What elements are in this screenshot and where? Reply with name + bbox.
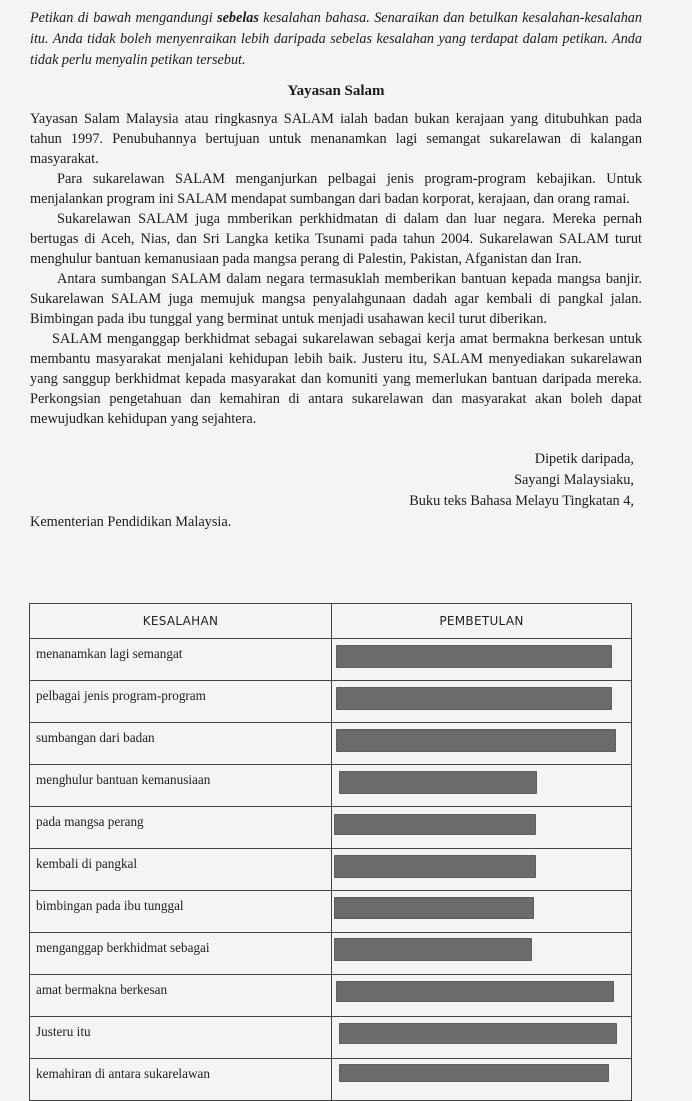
kesalahan-cell: Justeru itu: [30, 1017, 332, 1059]
kesalahan-cell: menganggap berkhidmat sebagai: [30, 933, 332, 975]
pembetulan-cell: [331, 933, 631, 975]
redacted-answer: [336, 687, 612, 710]
paragraph-4: Antara sumbangan SALAM dalam negara termasuklah memberikan bantuan kepada mangsa banjir. Sukarelawan SALAM juga memujuk mangsa penyalahgunaan dadah agar kembali di pangkal jalan. Bimbingan pada ibu tunggal yang berminat untuk menjadi usahawan kecil turut diberikan.: [30, 271, 642, 327]
redacted-answer: [339, 771, 537, 794]
pembetulan-cell: [331, 639, 631, 681]
redacted-answer: [336, 729, 616, 752]
kesalahan-cell: menghulur bantuan kemanusiaan: [30, 765, 332, 807]
kesalahan-cell: pada mangsa perang: [30, 807, 332, 849]
column-header-kesalahan: KESALAHAN: [30, 604, 332, 639]
redacted-answer: [334, 814, 536, 835]
table-row: [30, 849, 632, 891]
table-row: [30, 891, 632, 933]
table-row: [30, 639, 632, 681]
column-header-pembetulan: PEMBETULAN: [331, 604, 631, 639]
pembetulan-cell: [331, 807, 631, 849]
pembetulan-cell: [331, 1059, 631, 1101]
table-row: [30, 1017, 632, 1059]
kesalahan-cell: menanamkan lagi semangat: [30, 639, 332, 681]
table-row: [30, 807, 632, 849]
instruction-emphasis: sebelas: [217, 10, 259, 26]
paragraph-1: Yayasan Salam Malaysia atau ringkasnya SALAM ialah badan bukan kerajaan yang ditubuhkan pada tahun 1997. Penubuhannya bertujuan untuk menanamkan lagi semangat sukarelawan di kalangan masyarakat.: [30, 111, 642, 167]
table-row: [30, 975, 632, 1017]
table-row: [30, 681, 632, 723]
table-row: [30, 1059, 632, 1101]
redacted-answer: [334, 938, 532, 961]
source-line-3: Buku teks Bahasa Melayu Tingkatan 4,: [409, 493, 634, 509]
instruction-part-2: kesalahan bahasa. Senaraikan dan betulkan kesalahan-kesalahan itu. Anda tidak boleh menyenraikan lebih daripada sebelas kesalahan yang terdapat dalam petikan. Anda tidak perlu menyalin petikan tersebut.: [30, 10, 642, 68]
passage: [30, 109, 642, 429]
pembetulan-cell: [331, 765, 631, 807]
answer-table: [29, 603, 632, 1101]
paragraph-3: Sukarelawan SALAM juga mmberikan perkhidmatan di dalam dan luar negara. Mereka pernah bertugas di Aceh, Nias, dan Sri Langka ketika Tsunami pada tahun 2004. Sukarelawan SALAM turut menghulur bantuan kemanusiaan pada mangsa perang di Palestin, Pakistan, Afganistan dan Iran.: [30, 211, 642, 267]
kesalahan-cell: bimbingan pada ibu tunggal: [30, 891, 332, 933]
pembetulan-cell: [331, 849, 631, 891]
paragraph-2: Para sukarelawan SALAM menganjurkan pelbagai jenis program-program kebajikan. Untuk menjalankan program ini SALAM mendapat sumbangan dari badan korporat, kerajaan, dan orang ramai.: [30, 171, 642, 207]
passage-title: Yayasan Salam: [287, 83, 385, 99]
source-line-2: Sayangi Malaysiaku,: [514, 472, 634, 488]
kesalahan-cell: sumbangan dari badan: [30, 723, 332, 765]
pembetulan-cell: [331, 681, 631, 723]
kesalahan-cell: amat bermakna berkesan: [30, 975, 332, 1017]
table-row: [30, 933, 632, 975]
pembetulan-cell: [331, 1017, 631, 1059]
source-line-4: Kementerian Pendidikan Malaysia.: [30, 514, 232, 530]
redacted-answer: [339, 1023, 617, 1044]
kesalahan-cell: kembali di pangkal: [30, 849, 332, 891]
kesalahan-cell: kemahiran di antara sukarelawan: [30, 1059, 332, 1101]
paragraph-5: SALAM menganggap berkhidmat sebagai sukarelawan sebagai kerja amat bermakna berkesan untuk membantu masyarakat menjalani kehidupan lebih baik. Justeru itu, SALAM menyediakan sukarelawan yang sanggup berkhidmat kepada masyarakat dan komuniti yang memerlukan bantuan daripada mereka. Perkongsian pengetahuan dan kemahiran di antara sukarelawan dan masyarakat akan boleh dapat mewujudkan kehidupan yang sejahtera.: [30, 331, 642, 427]
source-citation: [30, 449, 642, 533]
table-row: [30, 765, 632, 807]
redacted-answer: [336, 981, 614, 1002]
instruction-part-1: Petikan di bawah mengandungi: [30, 10, 218, 26]
pembetulan-cell: [331, 723, 631, 765]
worksheet-page: [30, 8, 642, 533]
redacted-answer: [336, 645, 612, 668]
redacted-answer: [339, 1064, 609, 1082]
pembetulan-cell: [331, 891, 631, 933]
source-line-1: Dipetik daripada,: [534, 451, 634, 467]
pembetulan-cell: [331, 975, 631, 1017]
table-row: [30, 723, 632, 765]
redacted-answer: [334, 897, 534, 919]
redacted-answer: [334, 855, 536, 878]
instruction-text: [30, 8, 642, 71]
kesalahan-cell: pelbagai jenis program-program: [30, 681, 332, 723]
answer-table-body: [30, 639, 632, 1101]
